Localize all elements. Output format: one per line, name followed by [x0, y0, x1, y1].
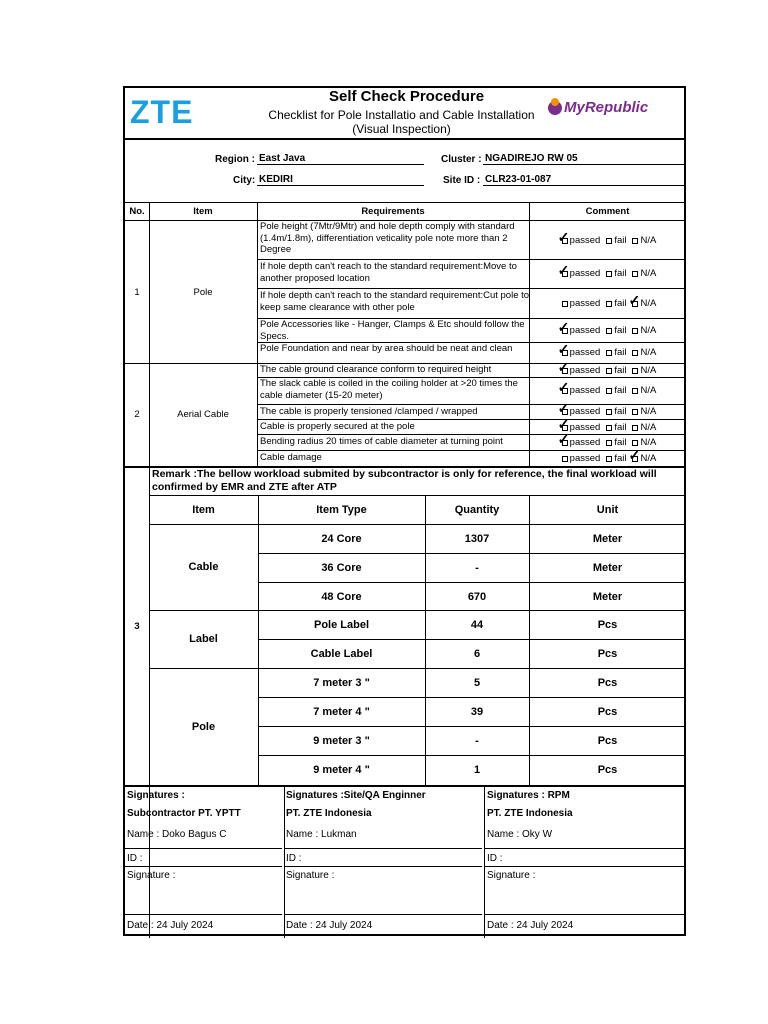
page-subtitle: Checklist for Pole Installatio and Cable Installation — [268, 108, 535, 122]
check-row-4-options: ✓ passed fail N/A — [557, 319, 657, 336]
col-comment: Comment — [585, 206, 630, 217]
workload-col-unit: Unit — [596, 503, 619, 516]
workload-cell-type: 7 meter 3 " — [313, 676, 370, 689]
workload-cell-qty: 44 — [470, 618, 484, 631]
fail-checkbox[interactable] — [606, 409, 612, 415]
workload-col-qty: Quantity — [454, 503, 500, 516]
signature-2-name: Name : Lukman — [286, 829, 357, 840]
page-title: Self Check Procedure — [328, 88, 485, 105]
fail-checkbox[interactable] — [606, 238, 612, 244]
check-row-10-text: Bending radius 20 times of cable diameter at turning point — [260, 436, 503, 447]
region-label: Region : — [215, 154, 255, 165]
fail-checkbox[interactable] — [606, 456, 612, 462]
col-requirements: Requirements — [361, 206, 425, 217]
myrepublic-mark-icon — [548, 101, 562, 115]
signature-1-id: ID : — [127, 853, 143, 864]
workload-cell-type: Pole Label — [313, 618, 370, 631]
workload-cell-unit: Meter — [592, 590, 623, 603]
checkmark-icon: ✓ — [628, 447, 641, 463]
signature-1-date: Date : 24 July 2024 — [127, 920, 214, 931]
workload-cell-qty: 1 — [473, 763, 481, 776]
workload-cell-qty: 6 — [473, 647, 481, 660]
section-3-no: 3 — [134, 621, 140, 632]
fail-checkbox[interactable] — [606, 328, 612, 334]
check-row-6-text: The cable ground clearance conform to required height — [260, 364, 492, 375]
remark-text: Remark :The bellow workload submited by subcontractor is only for reference, the final workload will confirmed by EMR and ZTE after ATP — [152, 468, 657, 493]
na-checkbox[interactable] — [632, 409, 638, 415]
signature-3-org: PT. ZTE Indonesia — [487, 808, 573, 819]
check-row-6-options: ✓ passed fail N/A — [557, 359, 657, 376]
signature-2-date: Date : 24 July 2024 — [286, 920, 373, 931]
section-1-item: Pole — [193, 287, 213, 298]
signature-2-org: PT. ZTE Indonesia — [286, 808, 372, 819]
checkmark-icon: ✓ — [557, 319, 570, 335]
fail-checkbox[interactable] — [606, 301, 612, 307]
check-row-1-text: Pole height (7Mtr/9Mtr) and hole depth comply with standard (1.4m/1.8m), differentiation veticality pole note more than 2 Degree — [260, 221, 515, 255]
section-2-no: 2 — [134, 409, 140, 420]
na-checkbox[interactable] — [632, 328, 638, 334]
workload-cell-type: 9 meter 3 " — [313, 734, 370, 747]
check-row-2-options: ✓ passed fail N/A — [557, 262, 657, 279]
na-checkbox[interactable] — [632, 440, 638, 446]
checkmark-icon: ✓ — [557, 431, 570, 447]
checkmark-icon: ✓ — [557, 400, 570, 416]
signature-1-title: Signatures : — [127, 790, 185, 801]
check-row-7-options: ✓ passed fail N/A — [557, 379, 657, 396]
workload-cell-unit: Pcs — [597, 763, 618, 776]
workload-cell-unit: Pcs — [597, 676, 618, 689]
signature-2-signature: Signature : — [286, 870, 335, 881]
check-row-5-options: ✓ passed fail N/A — [557, 341, 657, 358]
fail-checkbox[interactable] — [606, 425, 612, 431]
check-row-11-options: passed fail ✓ N/A — [533, 453, 685, 464]
check-row-2-text: If hole depth can't reach to the standard requirement:Move to another proposed location — [260, 261, 517, 284]
signature-1-name: Name : Doko Bagus C — [127, 829, 227, 840]
zte-logo: ZTE — [130, 94, 194, 130]
col-item: Item — [193, 206, 213, 217]
workload-cell-qty: 670 — [467, 590, 487, 603]
section-2-item: Aerial Cable — [177, 409, 229, 420]
page-subtitle-2: (Visual Inspection) — [352, 122, 451, 136]
workload-group-pole: Pole — [191, 720, 216, 733]
check-row-4-text: Pole Accessories like - Hanger, Clamps & Etc should follow the Specs. — [260, 319, 525, 342]
check-row-9-text: Cable is properly secured at the pole — [260, 421, 415, 432]
check-row-11-text: Cable damage — [260, 452, 322, 463]
myrepublic-logo: MyRepublic — [548, 99, 648, 116]
checkmark-icon: ✓ — [557, 379, 570, 395]
checkmark-icon: ✓ — [557, 359, 570, 375]
check-row-8-text: The cable is properly tensioned /clamped / wrapped — [260, 406, 478, 417]
city-value: KEDIRI — [257, 174, 424, 186]
na-checkbox[interactable] — [632, 238, 638, 244]
workload-cell-type: 7 meter 4 " — [313, 705, 370, 718]
workload-cell-unit: Meter — [592, 561, 623, 574]
check-row-7-text: The slack cable is coiled in the coiling holder at >20 times the cable diameter (15-20 meter) — [260, 378, 518, 401]
checkmark-icon: ✓ — [628, 292, 641, 308]
na-checkbox[interactable] — [632, 350, 638, 356]
workload-cell-unit: Pcs — [597, 618, 618, 631]
check-row-3-text: If hole depth can't reach to the standard requirement:Cut pole to keep same clearance with other pole — [260, 290, 530, 313]
check-row-5-text: Pole Foundation and near by area should be neat and clean — [260, 343, 513, 354]
workload-cell-qty: - — [475, 561, 479, 574]
check-row-3-options: passed fail ✓ N/A — [533, 298, 685, 309]
region-value: East Java — [257, 153, 424, 165]
passed-checkbox[interactable] — [562, 456, 568, 462]
check-row-9-options: ✓ passed fail N/A — [557, 416, 657, 433]
workload-col-item: Item — [192, 503, 215, 516]
siteid-value: CLR23-01-087 — [483, 174, 685, 186]
signature-3-date: Date : 24 July 2024 — [487, 920, 574, 931]
na-checkbox[interactable] — [632, 425, 638, 431]
check-row-10-options: ✓ passed fail N/A — [557, 431, 657, 448]
signature-1-signature: Signature : — [127, 870, 176, 881]
workload-group-label: Label — [189, 633, 218, 645]
check-row-8-options: ✓ passed fail N/A — [557, 400, 657, 417]
workload-cell-qty: 5 — [473, 676, 481, 689]
workload-cell-type: 36 Core — [321, 561, 362, 574]
signature-3-id: ID : — [487, 853, 503, 864]
fail-checkbox[interactable] — [606, 368, 612, 374]
signature-3-signature: Signature : — [487, 870, 536, 881]
na-checkbox[interactable] — [632, 271, 638, 277]
workload-cell-type: Cable Label — [310, 647, 373, 660]
checkmark-icon: ✓ — [557, 341, 570, 357]
signature-1-org: Subcontractor PT. YPTT — [127, 808, 241, 819]
workload-cell-unit: Pcs — [597, 705, 618, 718]
checkmark-icon: ✓ — [557, 416, 570, 432]
cluster-label: Cluster : — [441, 154, 482, 165]
workload-group-cable: Cable — [188, 561, 219, 573]
workload-cell-qty: - — [475, 734, 479, 747]
cluster-value: NGADIREJO RW 05 — [483, 153, 685, 165]
na-checkbox[interactable] — [632, 388, 638, 394]
signature-2-id: ID : — [286, 853, 302, 864]
checklist-sheet — [123, 86, 686, 936]
fail-checkbox[interactable] — [606, 440, 612, 446]
na-checkbox[interactable] — [632, 368, 638, 374]
workload-cell-type: 9 meter 4 " — [313, 763, 370, 776]
checkmark-icon: ✓ — [557, 229, 570, 245]
workload-cell-unit: Meter — [592, 532, 623, 545]
siteid-label: Site ID : — [443, 175, 481, 186]
signature-2-title: Signatures :Site/QA Enginner — [286, 790, 426, 801]
workload-cell-unit: Pcs — [597, 647, 618, 660]
fail-checkbox[interactable] — [606, 350, 612, 356]
section-1-no: 1 — [134, 287, 140, 298]
workload-cell-unit: Pcs — [597, 734, 618, 747]
workload-cell-qty: 1307 — [464, 532, 490, 545]
workload-cell-type: 24 Core — [321, 532, 362, 545]
signature-3-title: Signatures : RPM — [487, 790, 570, 801]
city-label: City: — [233, 175, 256, 186]
fail-checkbox[interactable] — [606, 271, 612, 277]
fail-checkbox[interactable] — [606, 388, 612, 394]
workload-cell-type: 48 Core — [321, 590, 362, 603]
workload-col-type: Item Type — [316, 503, 367, 516]
check-row-1-options: ✓ passed fail N/A — [557, 229, 657, 246]
col-no: No. — [129, 206, 145, 217]
workload-cell-qty: 39 — [470, 705, 484, 718]
checkmark-icon: ✓ — [557, 262, 570, 278]
signature-3-name: Name : Oky W — [487, 829, 553, 840]
passed-checkbox[interactable] — [562, 301, 568, 307]
